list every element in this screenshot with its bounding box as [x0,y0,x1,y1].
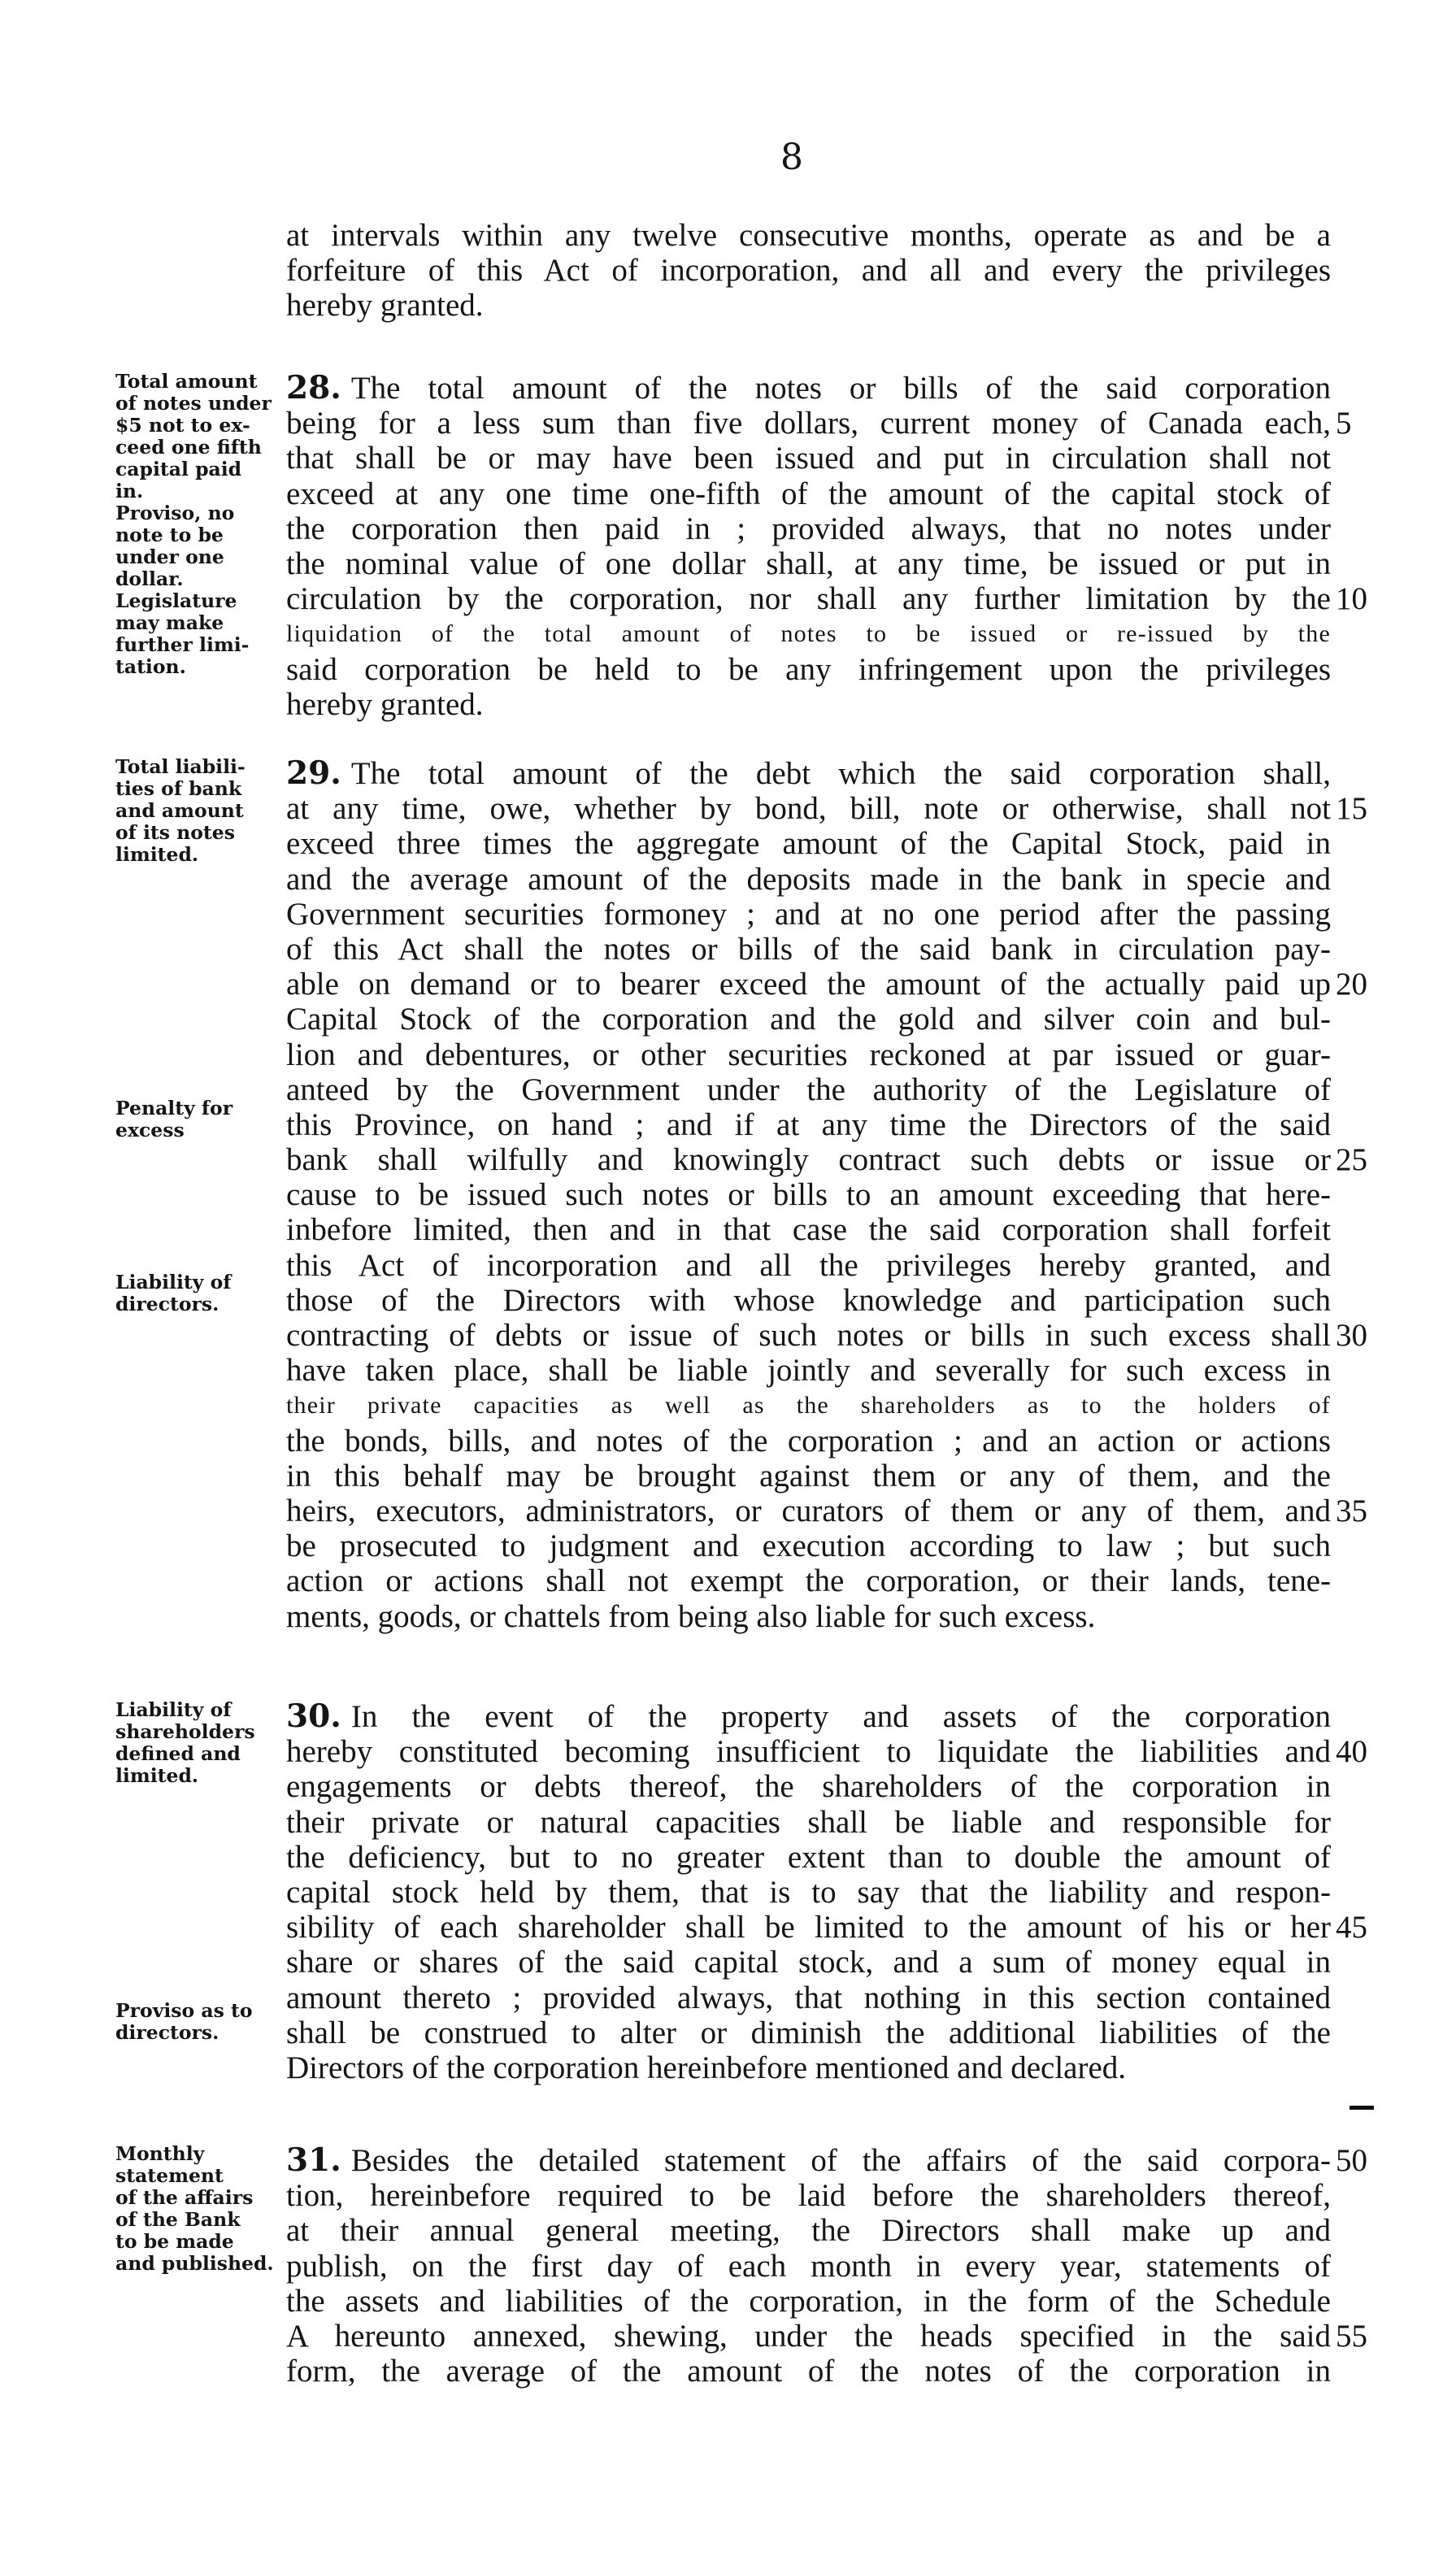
section-number: 29. [286,754,341,792]
section-number: 31. [286,2141,341,2179]
margin-note-line: under one [115,546,224,568]
text-line: have taken place, shall be liable jointly and severally for such excess in [286,1353,1331,1389]
text-line: Government securities formoney ; and at no one period after the passing [286,896,1331,932]
margin-note-line: Proviso as to [115,1999,253,2022]
text-line [286,756,1331,791]
line-number: 45 [1336,1910,1367,1945]
line-number: 5 [1336,406,1352,441]
text-line: that shall be or may have been issued and put in circulation shall not [286,441,1331,476]
margin-note-line: and published. [115,2252,274,2275]
margin-note-line: $5 not to ex- [115,414,250,437]
text-line: publish, on the first day of each month in every year, statements of [286,2248,1331,2284]
text-line: action or actions shall not exempt the corporation, or their lands, tene- [286,1563,1331,1599]
text-line: this Act of incorporation and all the privileges hereby granted, and [286,1247,1331,1283]
line-number: 10 [1336,581,1367,616]
text-line: contracting of debts or issue of such notes or bills in such excess shall [286,1318,1331,1353]
margin-note-line: Legislature [115,589,237,612]
text-line: forfeiture of this Act of incorporation, and all and every the privileges [286,253,1331,289]
text-line: exceed three times the aggregate amount of the Capital Stock, paid in [286,826,1331,862]
margin-note-line: dollar. [115,567,184,590]
margin-note-line: of the affairs [115,2186,254,2209]
text-line: circulation by the corporation, nor shall any further limitation by the [286,581,1331,617]
text-line: at their annual general meeting, the Directors shall make up and [286,2213,1331,2249]
text-line: at intervals within any twelve consecutive months, operate as and be a [286,218,1331,253]
margin-note-line: note to be [115,524,224,546]
margin-note-29-directors [115,1272,294,1315]
text-line: form, the average of the amount of the notes of the corporation in [286,2354,1331,2389]
margin-note-line: statement [115,2164,224,2187]
text-line: Capital Stock of the corporation and the gold and silver coin and bul- [286,1002,1331,1037]
text-line: able on demand or to bearer exceed the amount of the actually paid up [286,967,1331,1002]
line-number: 55 [1336,2319,1367,2354]
text-line: those of the Directors with whose knowledge and participation such [286,1282,1331,1318]
text-line: sibility of each shareholder shall be limited to the amount of his or her [286,1910,1331,1946]
text-line: capital stock held by them, that is to say that the liability and respon- [286,1874,1331,1910]
paragraph-body [286,756,1331,1634]
margin-note-line: may make [115,611,224,634]
text-line-content: Besides the detailed statement of the affairs of the said corpora- [350,2143,1331,2178]
paragraph-body [286,2143,1331,2389]
margin-note-31 [115,2143,294,2275]
line-number: 50 [1336,2143,1367,2178]
text-line [286,1699,1331,1734]
text-line: the deficiency, but to no greater extent than to double the amount of [286,1839,1331,1875]
text-line: said corporation be held to be any infringement upon the privileges [286,651,1331,687]
text-line: ments, goods, or chattels from being also liable for such excess. [286,1598,1096,1634]
paragraph-body [286,1699,1331,2085]
text-line-content: In the event of the property and assets of the corporation [350,1699,1331,1734]
margin-note-line: Proviso, no [115,502,235,524]
margin-note-30-proviso [115,2000,294,2044]
text-line: hereby granted. [286,686,484,722]
printer-mark [1350,2106,1374,2110]
margin-note-line: limited. [115,843,199,866]
margin-note-30 [115,1699,294,1787]
margin-note-line: Liability of [115,1271,232,1293]
text-line: liquidation of the total amount of notes to be issued or re-issued by the [286,620,1331,648]
margin-note-line: Liability of [115,1698,232,1721]
margin-note-line: to be made [115,2230,234,2253]
text-line: the corporation then paid in ; provided always, that no notes under [286,511,1331,546]
text-line: the assets and liabilities of the corporation, in the form of the Schedule [286,2283,1331,2319]
margin-note-line: tation. [115,655,186,678]
margin-note-line: limited. [115,1764,199,1787]
text-line: their private or natural capacities shall be liable and responsible for [286,1804,1331,1840]
text-line: A hereunto annexed, shewing, under the heads specified in the said [286,2318,1331,2354]
text-line: their private capacities as well as the shareholders as to the holders of [286,1392,1331,1419]
line-number: 20 [1336,967,1367,1002]
margin-note-line: defined and [115,1742,241,1765]
text-line: this Province, on hand ; and if at any time the Directors of the said [286,1106,1331,1142]
text-line: Directors of the corporation hereinbefore mentioned and declared. [286,2050,1127,2085]
text-line: inbefore limited, then and in that case the said corporation shall forfeit [286,1212,1331,1248]
margin-note-line: and amount [115,799,244,822]
margin-note-line: ceed one fifth [115,436,262,459]
text-line: anteed by the Government under the authority of the Legislature of [286,1072,1331,1107]
line-number: 40 [1336,1734,1367,1769]
section-number: 28. [286,369,341,406]
text-line: shall be construed to alter or diminish the additional liabilities of the [286,2015,1331,2050]
text-line: exceed at any one time one-fifth of the amount of the capital stock of [286,476,1331,511]
margin-note-line: ties of bank [115,777,242,800]
margin-note-line: of its notes [115,821,235,844]
text-line [286,2143,1331,2178]
margin-note-line: directors. [115,2021,219,2044]
margin-note-29 [115,756,294,866]
section-number: 30. [286,1698,341,1735]
text-line: in this behalf may be brought against them or any of them, and the [286,1458,1331,1493]
margin-note-29-penalty [115,1098,294,1141]
margin-note-line: Monthly [115,2142,205,2165]
line-number: 15 [1336,791,1367,826]
text-line: being for a less sum than five dollars, current money of Canada each, [286,406,1331,441]
margin-note-line: directors. [115,1293,219,1315]
margin-note-line: shareholders [115,1720,255,1743]
text-line: cause to be issued such notes or bills to an amount exceeding that here- [286,1177,1331,1213]
text-line: the bonds, bills, and notes of the corporation ; and an action or actions [286,1423,1331,1459]
text-line: at any time, owe, whether by bond, bill, note or otherwise, shall not [286,791,1331,827]
text-line: hereby constituted becoming insufficient to liquidate the liabilities and [286,1734,1331,1770]
text-line: lion and debentures, or other securities reckoned at par issued or guar- [286,1037,1331,1072]
text-line: tion, hereinbefore required to be laid before the shareholders thereof, [286,2178,1331,2214]
text-line: hereby granted. [286,288,484,324]
margin-note-line: Total amount [115,370,258,393]
text-line: engagements or debts thereof, the shareholders of the corporation in [286,1769,1331,1805]
line-number: 30 [1336,1318,1367,1353]
page-number: 8 [780,137,803,178]
margin-note-line: Total liabili- [115,755,246,778]
text-line: and the average amount of the deposits made in the bank in specie and [286,861,1331,897]
margin-note-line: capital paid [115,458,242,480]
margin-note-line: in. [115,480,144,502]
margin-note-line: of the Bank [115,2208,241,2231]
text-line-content: The total amount of the notes or bills of the said corporation [350,371,1331,406]
margin-note-line: excess [115,1119,185,1141]
line-number: 25 [1336,1142,1367,1177]
text-line: share or shares of the said capital stock, and a sum of money equal in [286,1945,1331,1980]
text-line: heirs, executors, administrators, or curators of them or any of them, and [286,1493,1331,1528]
text-line-content: The total amount of the debt which the said corporation shall, [350,756,1331,791]
text-line [286,371,1331,406]
text-line: of this Act shall the notes or bills of the said bank in circulation pay- [286,931,1331,967]
margin-note-line: of notes under [115,392,272,415]
margin-note-line: Penalty for [115,1097,233,1119]
paragraph-body [286,371,1331,722]
text-line: amount thereto ; provided always, that nothing in this section contained [286,1980,1331,2015]
paragraph-body [286,218,1331,324]
line-number: 35 [1336,1493,1367,1528]
margin-note-28 [115,371,294,678]
text-line: bank shall wilfully and knowingly contract such debts or issue or [286,1142,1331,1178]
text-line: the nominal value of one dollar shall, at any time, be issued or put in [286,546,1331,581]
margin-note-line: further limi- [115,633,250,656]
text-line: be prosecuted to judgment and execution according to law ; but such [286,1528,1331,1564]
